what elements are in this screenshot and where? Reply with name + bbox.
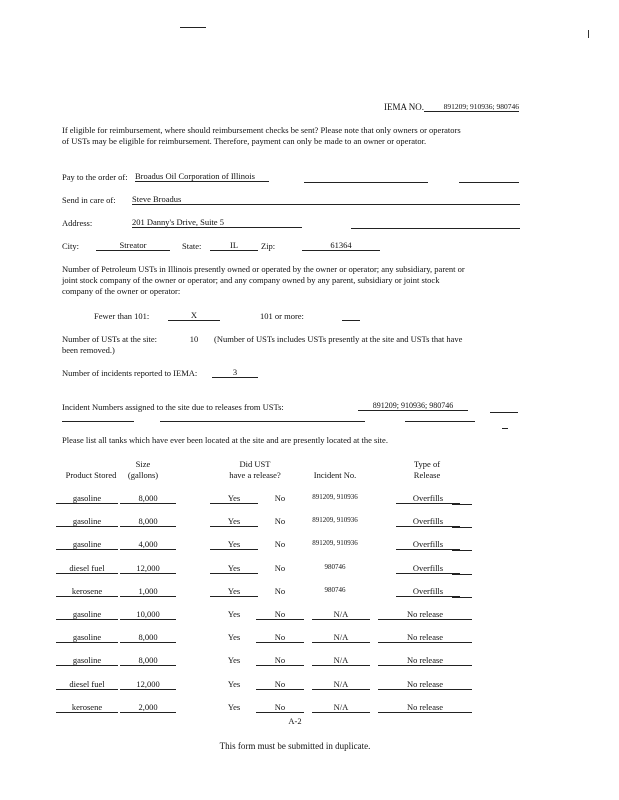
incident-cell[interactable]: N/A [312, 679, 370, 690]
more-than-field[interactable] [342, 310, 360, 321]
incident-line-b [62, 421, 134, 422]
product-cell[interactable]: gasoline [56, 655, 118, 666]
usts-at-site-label: Number of USTs at the site: [62, 334, 158, 344]
state-field[interactable] [210, 240, 258, 251]
care-of-value: Steve Broadus [132, 194, 182, 204]
pay-to-line-3 [459, 182, 519, 183]
release-no-cell[interactable]: No [274, 585, 286, 596]
incident-cell[interactable]: N/A [312, 609, 370, 620]
address-field[interactable] [132, 217, 302, 228]
release-type-cell[interactable]: No release [378, 632, 472, 643]
product-cell[interactable]: gasoline [56, 516, 118, 527]
product-cell[interactable]: gasoline [56, 539, 118, 550]
release-no-cell[interactable]: No [274, 539, 286, 550]
release-no-cell[interactable]: No [274, 493, 286, 503]
size-cell[interactable]: 12,000 [120, 563, 176, 574]
address-label: Address: [62, 218, 93, 228]
reimbursement-intro: If eligible for reimbursement, where should reimbursement checks be sent? Please note that only owners or operators of USTs may be eligible for reimbursement. Therefore, payment can only be made to an owner or operator. [62, 125, 461, 146]
size-cell[interactable]: 8,000 [120, 655, 176, 666]
zip-value: 61364 [330, 240, 352, 250]
release-yes-cell[interactable]: Yes [210, 516, 258, 527]
incident-line-e [502, 428, 508, 429]
incident-cell[interactable]: N/A [312, 632, 370, 643]
trailing-line [452, 504, 472, 505]
usts-at-site-note: (Number of USTs includes USTs presently at the site and USTs that have been removed.) [62, 334, 463, 355]
trailing-line [452, 527, 472, 528]
pay-to-field[interactable] [135, 171, 269, 182]
product-cell[interactable]: diesel fuel [56, 679, 118, 690]
trailing-line [452, 574, 472, 575]
pay-to-line-2 [304, 182, 428, 183]
header-size-1: Size [135, 459, 151, 469]
product-cell[interactable]: gasoline [56, 493, 118, 504]
size-cell[interactable]: 8,000 [120, 632, 176, 643]
release-no-cell[interactable]: No [274, 562, 286, 573]
incidents-label: Number of incidents reported to IEMA: [62, 368, 198, 378]
size-cell[interactable]: 2,000 [120, 702, 176, 713]
release-type-cell[interactable]: No release [378, 679, 472, 690]
release-no-cell[interactable]: No [256, 702, 304, 713]
release-type-cell[interactable]: Overfills [396, 493, 460, 504]
header-did-2: have a release? [229, 470, 281, 480]
iema-number-value: 891209; 910936; 980746 [443, 102, 519, 111]
fewer-than-field[interactable] [168, 310, 220, 321]
fewer-than-value: X [190, 310, 198, 320]
incident-cell[interactable]: 891209, 910936 [312, 493, 358, 501]
page-number: A-2 [288, 716, 302, 726]
product-cell[interactable]: diesel fuel [56, 563, 118, 574]
incident-line-a [490, 412, 518, 413]
state-label: State: [182, 241, 202, 251]
release-yes-cell[interactable]: Yes [227, 609, 241, 619]
more-than-label: 101 or more: [260, 311, 304, 321]
care-of-field[interactable] [132, 194, 520, 205]
incident-cell[interactable]: N/A [312, 655, 370, 666]
city-label: City: [62, 241, 80, 251]
pay-to-value: Broadus Oil Corporation of Illinois [135, 171, 255, 181]
release-no-cell[interactable]: No [256, 609, 304, 620]
pay-to-label: Pay to the order of: [62, 172, 128, 182]
release-yes-cell[interactable]: Yes [210, 563, 258, 574]
release-yes-cell[interactable]: Yes [210, 539, 258, 550]
release-yes-cell[interactable]: Yes [210, 493, 258, 504]
incident-line-c [160, 421, 365, 422]
size-cell[interactable]: 8,000 [120, 493, 176, 504]
size-cell[interactable]: 4,000 [120, 539, 176, 550]
release-yes-cell[interactable]: Yes [227, 701, 241, 712]
header-type-1: Type of [413, 459, 441, 469]
header-size-2: (gallons) [127, 470, 159, 480]
release-yes-cell[interactable]: Yes [227, 632, 241, 643]
release-yes-cell[interactable]: Yes [210, 586, 258, 597]
release-type-cell[interactable]: No release [378, 609, 472, 620]
zip-field[interactable] [302, 240, 380, 251]
iema-label: IEMA NO. [384, 102, 424, 112]
iema-number[interactable] [424, 102, 519, 112]
release-no-cell[interactable]: No [274, 516, 286, 527]
address-line-2 [351, 228, 520, 229]
incident-numbers-label: Incident Numbers assigned to the site due to releases from USTs: [62, 402, 284, 412]
address-value: 201 Danny's Drive, Suite 5 [132, 217, 224, 227]
ust-count-question: Number of Petroleum USTs in Illinois presently owned or operated by the owner or operator; any subsidiary, parent or joint stock company of the owner or operator; and any company owned by any parent, subsidiary or joint stock company of the owner or operator: [62, 264, 465, 296]
release-type-cell[interactable]: No release [378, 702, 472, 713]
header-type-2: Release [413, 470, 441, 480]
trailing-line [452, 597, 472, 598]
incidents-field[interactable] [212, 367, 258, 378]
release-type-cell[interactable]: Overfills [396, 539, 460, 550]
incident-numbers-field[interactable] [358, 401, 468, 411]
release-type-cell[interactable]: Overfills [396, 586, 460, 597]
city-value: Streator [119, 240, 147, 250]
release-type-cell[interactable]: Overfills [396, 563, 460, 574]
size-cell[interactable]: 8,000 [120, 516, 176, 527]
scan-mark [588, 30, 589, 38]
size-cell[interactable]: 1,000 [120, 586, 176, 597]
duplicate-note: This form must be submitted in duplicate. [219, 741, 371, 751]
release-type-cell[interactable]: Overfills [396, 516, 460, 527]
incident-cell[interactable]: 891209, 910936 [312, 539, 358, 548]
product-cell[interactable]: kerosene [56, 702, 118, 713]
scan-mark [180, 27, 206, 28]
incident-cell[interactable]: 891209, 910936 [312, 516, 358, 525]
incident-cell[interactable]: 980746 [324, 585, 346, 594]
usts-at-site-value: 10 [189, 334, 199, 344]
city-field[interactable] [96, 240, 170, 251]
release-no-cell[interactable]: No [256, 632, 304, 643]
size-cell[interactable]: 12,000 [120, 679, 176, 690]
incident-cell[interactable]: 980746 [324, 562, 346, 571]
release-no-cell[interactable]: No [256, 655, 304, 666]
product-cell[interactable]: gasoline [56, 609, 118, 620]
header-did-1: Did UST [239, 459, 271, 469]
product-cell[interactable]: gasoline [56, 632, 118, 643]
tanks-intro: Please list all tanks which have ever been located at the site and are presently located at the site. [62, 435, 388, 445]
release-no-cell[interactable]: No [256, 679, 304, 690]
header-product: Product Stored [65, 470, 117, 480]
size-cell[interactable]: 10,000 [120, 609, 176, 620]
state-value: IL [229, 240, 239, 250]
incidents-value: 3 [232, 367, 238, 377]
product-cell[interactable]: kerosene [56, 586, 118, 597]
release-type-cell[interactable]: No release [378, 655, 472, 666]
incident-numbers-value: 891209; 910936; 980746 [372, 401, 454, 410]
incident-cell[interactable]: N/A [312, 702, 370, 713]
release-yes-cell[interactable]: Yes [227, 678, 241, 689]
fewer-than-label: Fewer than 101: [94, 311, 150, 321]
trailing-line [452, 550, 472, 551]
header-incident: Incident No. [313, 470, 357, 480]
zip-label: Zip: [261, 241, 276, 251]
care-of-label: Send in care of: [62, 195, 116, 205]
release-yes-cell[interactable]: Yes [227, 655, 241, 666]
incident-line-d [405, 421, 475, 422]
